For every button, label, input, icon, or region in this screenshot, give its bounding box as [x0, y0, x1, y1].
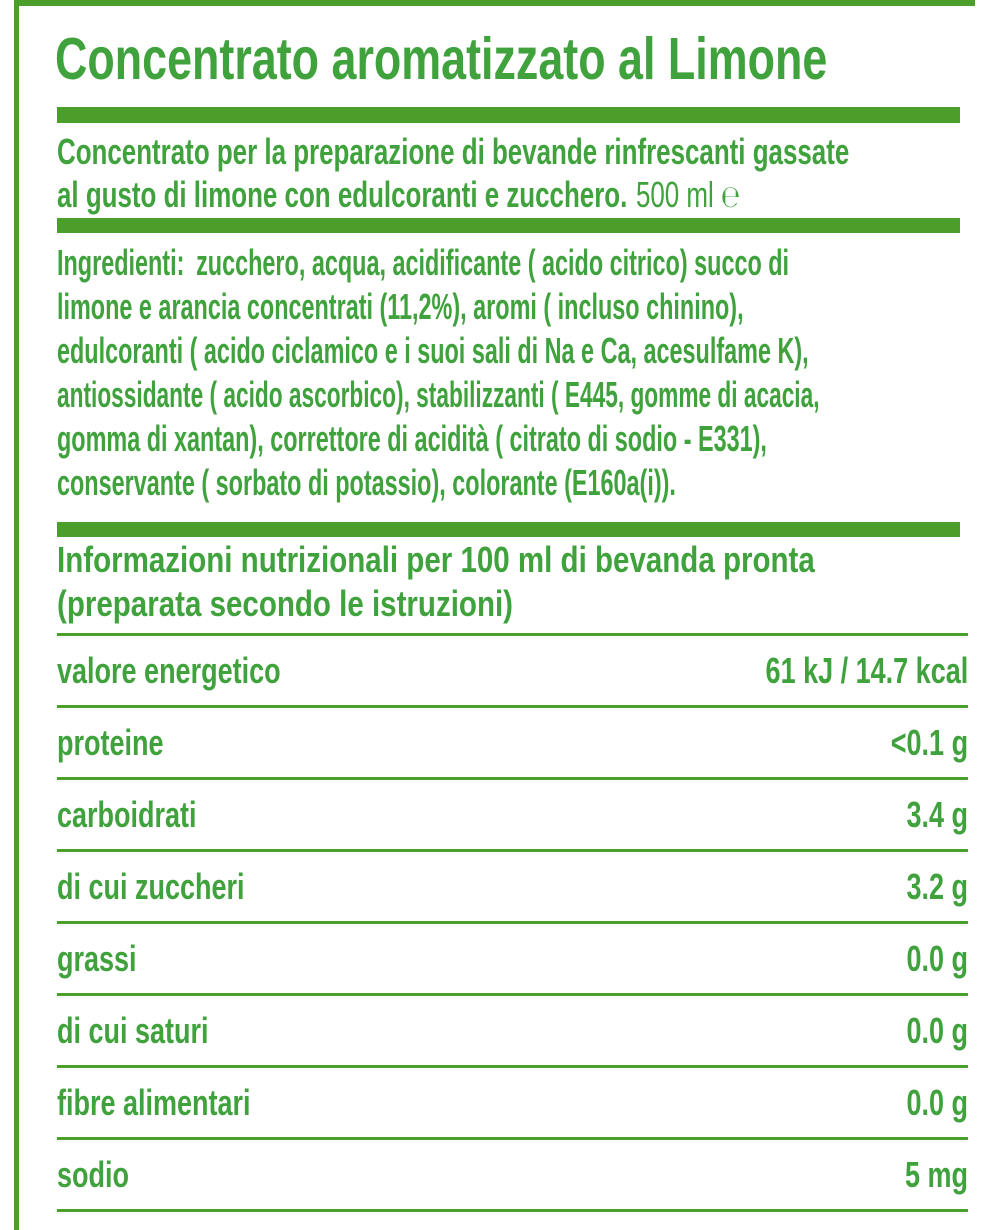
table-row-fat [57, 924, 968, 996]
nutrient-name: grassi [57, 937, 137, 979]
table-row-sugars [57, 852, 968, 924]
ingredients-line-3: edulcoranti ( acido ciclamico e i suoi sali di Na e Ca, acesulfame K), [57, 330, 809, 371]
nutrient-name: fibre alimentari [57, 1081, 251, 1123]
table-row-fiber [57, 1068, 968, 1140]
estimated-sign: ℮ [720, 179, 741, 215]
nutrition-header-line-1: Informazioni nutrizionali per 100 ml di bevanda pronta [57, 539, 815, 580]
net-volume: 500 ml [635, 174, 714, 215]
product-title-text: Concentrato aromatizzato al Limone [55, 26, 828, 92]
label-frame-top-border [14, 0, 975, 6]
nutrient-value: 5 mg [904, 1153, 968, 1195]
ingredients-paragraph [57, 241, 990, 505]
divider-bar-nutrition [57, 522, 960, 537]
nutrition-header-line-2: (preparata secondo le istruzioni) [57, 583, 514, 624]
nutrient-value: 0.0 g [906, 937, 968, 979]
table-row-protein [57, 708, 968, 780]
nutrient-name: carboidrati [57, 793, 197, 835]
nutrition-header [57, 538, 981, 626]
ingredients-line-6: conservante ( sorbato di potassio), colorante (E160a(i)). [57, 462, 676, 503]
nutrient-value: 0.0 g [906, 1009, 968, 1051]
description-line-2-text: al gusto di limone con edulcoranti e zucchero. [57, 174, 628, 215]
description-line-1: Concentrato per la preparazione di bevande rinfrescanti gassate [57, 131, 850, 172]
ingredients-line-4: antiossidante ( acido ascorbico), stabilizzanti ( E445, gomme di acacia, [57, 374, 820, 415]
nutrient-value: <0.1 g [890, 721, 968, 763]
ingredients-line-5: gomma di xantan), correttore di acidità ( citrato di sodio - E331), [57, 418, 767, 459]
nutrient-name: di cui saturi [57, 1009, 209, 1051]
nutrient-value: 0.0 g [906, 1081, 968, 1123]
ingredients-line-1 [57, 241, 990, 285]
nutrient-name: sodio [57, 1153, 129, 1195]
divider-bar-ingredients [57, 218, 960, 233]
table-row-saturated-fat [57, 996, 968, 1068]
nutrient-name: proteine [57, 721, 164, 763]
table-row-carbohydrates [57, 780, 968, 852]
product-title [55, 28, 990, 90]
divider-bar-top [57, 107, 960, 123]
description-line-2 [57, 173, 990, 216]
nutrition-table [57, 633, 968, 1212]
label-frame-left-border [14, 0, 19, 1230]
nutrient-value: 3.2 g [906, 865, 968, 907]
table-row-energy [57, 636, 968, 708]
ingredients-line-1-text: zucchero, acqua, acidificante ( acido citrico) succo di [196, 242, 790, 283]
table-row-sodium [57, 1140, 968, 1212]
ingredients-line-2: limone e arancia concentrati (11,2%), aromi ( incluso chinino), [57, 286, 744, 327]
nutrient-name: di cui zuccheri [57, 865, 245, 907]
nutrient-name: valore energetico [57, 649, 281, 691]
ingredients-heading: Ingredienti: [57, 242, 185, 283]
product-description [57, 130, 990, 216]
nutrient-value: 3.4 g [906, 793, 968, 835]
nutrient-value: 61 kJ / 14.7 kcal [765, 649, 968, 691]
